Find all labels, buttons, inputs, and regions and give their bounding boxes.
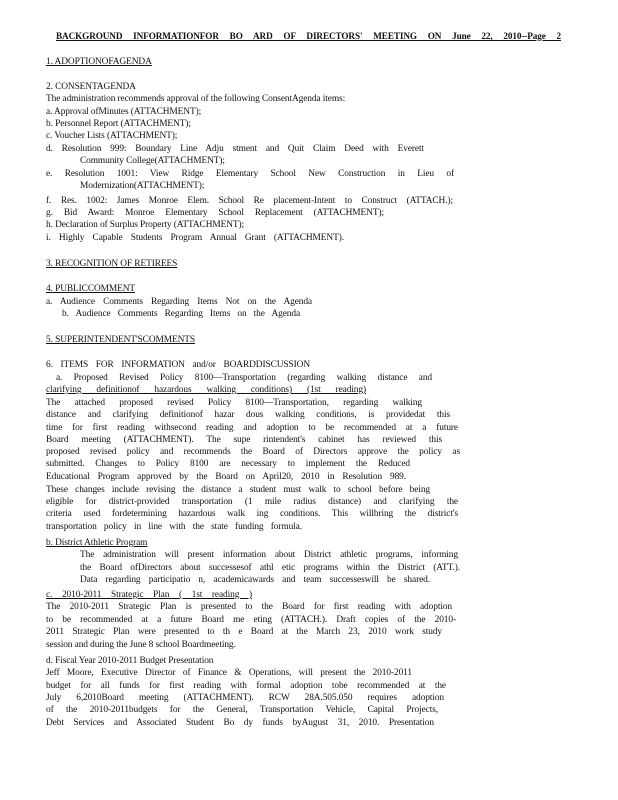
consent-item-e-cont: Modernization(ATTACHMENT); xyxy=(80,181,205,191)
info-item-a-line: Educational Program approved by the Board on April20, 2010 in Resolution 989. xyxy=(46,472,406,482)
consent-item-i: i. Highly Capable Students Program Annual Grant (ATTACHMENT). xyxy=(46,233,344,243)
info-item-d-title: d. Fiscal Year 2010-2011 Budget Presentation xyxy=(46,656,214,666)
info-item-c-line: The 2010-2011 Strategic Plan is presented to the Board for first reading with adoption xyxy=(46,602,452,612)
info-item-d-line: budget for all funds for first reading with formal adoption tobe recommended at the xyxy=(46,681,446,691)
info-item-c-line: to be recommended at a future Board me eting (ATTACH.). Draft copies of the 2010- xyxy=(46,615,456,625)
info-item-a-line: time for first reading withsecond reading and adoption to be recommended at a future xyxy=(46,423,458,433)
consent-item-d: d. Resolution 999: Boundary Line Adju stment and Quit Claim Deed with Everett xyxy=(46,144,424,154)
info-item-b-title: b. District Athletic Program xyxy=(46,538,148,548)
public-comment-item-b: b. Audience Comments Regarding Items on the Agenda xyxy=(62,309,300,319)
consent-item-f: f. Res. 1002: James Monroe Elem. School Re placement-Intent to Construct (ATTACH.); xyxy=(46,196,453,206)
consent-item-a: a. Approval ofMinutes (ATTACHMENT); xyxy=(46,107,202,117)
info-item-a-line: eligible for district-provided transportation (1 mile radius distance) and clarifying the xyxy=(46,497,458,507)
consent-item-e: e. Resolution 1001: View Ridge Elementary School New Construction in Lieu of xyxy=(46,169,454,179)
info-item-b-line: The administration will present information about District athletic programs, informing xyxy=(80,550,458,560)
info-item-a-title: a. Proposed Revised Policy 8100—Transportation (regarding walking distance and xyxy=(56,373,432,383)
section-consent-agenda: 2. CONSENTAGENDA xyxy=(46,82,136,92)
info-item-d-line: of the 2010-2011budgets for the General, Transportation Vehicle, Capital Projects, xyxy=(46,705,438,715)
info-item-a-line: submitted. Changes to Policy 8100 are necessary to implement the Reduced xyxy=(46,459,410,469)
consent-intro: The administration recommends approval of the following ConsentAgenda items: xyxy=(46,94,346,104)
info-item-a-line: distance and clarifying definitionof hazar dous walking conditions, is providedat this xyxy=(46,410,450,420)
section-recognition-of-retirees: 3. RECOGNITION OF RETIREES xyxy=(46,259,178,269)
info-item-a-line: proposed revised policy and recommends the Board of Directors approve the policy as xyxy=(46,447,460,457)
info-item-b-line: Data regarding participatio n, academicawards and team successeswill be shared. xyxy=(80,575,430,585)
page-header: BACKGROUND INFORMATIONFOR BO ARD OF DIRECTORS' MEETING ON June 22, 2010--Page 2 xyxy=(56,31,561,41)
info-item-c-line: 2011 Strategic Plan were presented to th e Board at the March 23, 2010 work study xyxy=(46,627,442,637)
info-item-c-title: c. 2010-2011 Strategic Plan ( 1st reading ) xyxy=(46,590,252,600)
info-item-a-line: The attached proposed revised Policy 8100—Transportation, regarding walking xyxy=(46,398,422,408)
info-item-a-line: Board meeting (ATTACHMENT). The supe rintendent's cabinet has reviewed this xyxy=(46,435,442,445)
info-item-a-line: transportation policy in line with the state funding formula. xyxy=(46,522,302,532)
section-superintendent-comments: 5. SUPERINTENDENT'SCOMMENTS xyxy=(46,335,195,345)
info-item-a-line: criteria used fordetermining hazardous walk ing conditions. This willbring the district's xyxy=(46,509,458,519)
info-item-d-line: July 6,2010Board meeting (ATTACHMENT). RCW 28A.505.050 requires adoption xyxy=(46,693,444,703)
section-items-for-information: 6. ITEMS FOR INFORMATION and/or BOARDDISCUSSION xyxy=(46,360,310,370)
section-adoption-of-agenda: 1. ADOPTIONOFAGENDA xyxy=(46,57,152,67)
consent-item-c: c. Voucher Lists (ATTACHMENT); xyxy=(46,131,178,141)
consent-item-d-cont: Community College(ATTACHMENT); xyxy=(80,156,225,166)
info-item-d-line: Jeff Moore, Executive Director of Finance & Operations, will present the 2010-2011 xyxy=(46,668,412,678)
consent-item-g: g. Bid Award: Monroe Elementary School Replacement (ATTACHMENT); xyxy=(46,208,384,218)
public-comment-item-a: a. Audience Comments Regarding Items Not on the Agenda xyxy=(46,297,312,307)
consent-item-h: h. Declaration of Surplus Property (ATTACHMENT); xyxy=(46,220,245,230)
info-item-a-title-cont: clarifying definitionof hazardous walking conditions) (1st reading) xyxy=(46,385,366,395)
consent-item-b: b. Personnel Report (ATTACHMENT); xyxy=(46,119,191,129)
info-item-a-line: These changes include revising the distance a student must walk to school before being xyxy=(46,485,430,495)
info-item-b-line: the Board ofDirectors about successesof athl etic programs within the District (ATT.). xyxy=(80,563,460,573)
info-item-d-line: Debt Services and Associated Student Bo dy funds byAugust 31, 2010. Presentation xyxy=(46,718,434,728)
section-public-comment: 4. PUBLICCOMMENT xyxy=(46,284,136,294)
info-item-c-line: session and during the June 8 school Boardmeeting. xyxy=(46,640,236,650)
